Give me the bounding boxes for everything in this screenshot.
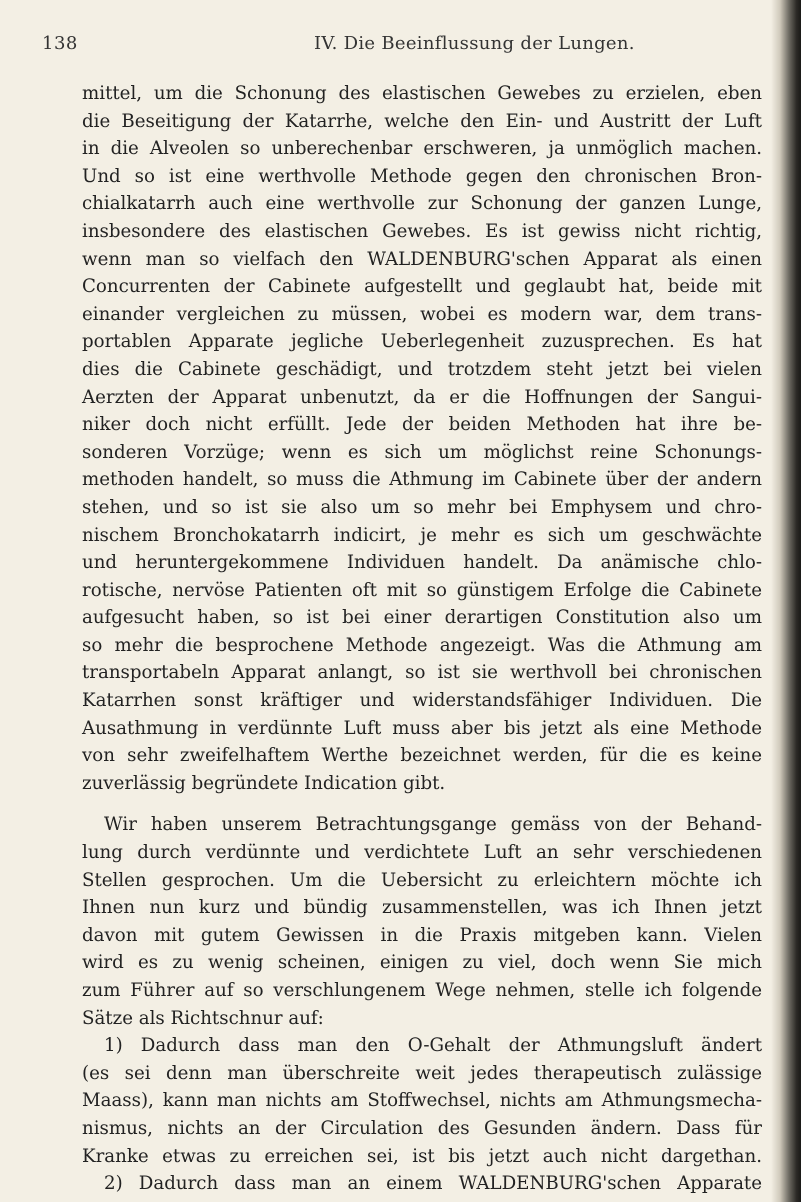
text-line: Ihnen nun kurz und bündig zusammenstellen, was ich Ihnen jetzt xyxy=(82,897,762,919)
page-header xyxy=(42,33,747,57)
text-line: (es sei denn man überschreite weit jedes therapeutisch zulässige xyxy=(82,1062,762,1084)
text-line: wenn man so vielfach den WALDENBURG'schen Apparat als einen xyxy=(82,248,762,270)
text-line: insbesondere des elastischen Gewebes. Es ist gewiss nicht richtig, xyxy=(82,220,762,242)
text-line: Aerzten der Apparat unbenutzt, da er die Hoffnungen der Sangui- xyxy=(82,386,762,408)
text-line: 1) Dadurch dass man den O-Gehalt der Athmungsluft ändert xyxy=(104,1035,762,1057)
text-line: wird es zu wenig scheinen, einigen zu viel, doch wenn Sie mich xyxy=(82,952,762,974)
text-line: so mehr die besprochene Methode angezeigt. Was die Athmung am xyxy=(82,634,762,656)
text-line: rotische, nervöse Patienten oft mit so günstigem Erfolge die Cabinete xyxy=(82,579,762,601)
text-line: dies die Cabinete geschädigt, und trotzdem steht jetzt bei vielen xyxy=(82,358,762,380)
text-line: zuverlässig begründete Indication gibt. xyxy=(82,772,446,794)
text-line: zum Führer auf so verschlungenem Wege nehmen, stelle ich folgende xyxy=(82,980,762,1001)
text-line: die Beseitigung der Katarrhe, welche den Ein- und Austritt der Luft xyxy=(82,110,762,132)
text-line: in die Alveolen so unberechenbar erschweren, ja unmöglich machen. xyxy=(82,138,762,160)
text-line: sonderen Vorzüge; wenn es sich um möglichst reine Schonungs- xyxy=(82,441,762,463)
text-line: Kranke etwas zu erreichen sei, ist bis jetzt auch nicht dargethan. xyxy=(82,1145,762,1167)
text-line: nismus, nichts an der Circulation des Gesunden ändern. Dass für xyxy=(82,1117,762,1139)
page-number: 138 xyxy=(42,33,78,54)
text-line: Wir haben unserem Betrachtungsgange gemäss von der Behand- xyxy=(104,814,762,836)
text-line: davon mit gutem Gewissen in die Praxis mitgeben kann. Vielen xyxy=(82,924,762,946)
text-line: stehen, und so ist sie also um so mehr bei Emphysem und chro- xyxy=(82,496,762,518)
text-line: Sätze als Richtschnur auf: xyxy=(82,1007,324,1029)
paragraph-gap xyxy=(82,797,762,811)
text-line: Katarrhen sonst kräftiger und widerstandsfähiger Individuen. Die xyxy=(82,690,762,712)
running-head: IV. Die Beeinflussung der Lungen. xyxy=(314,33,635,54)
text-line: niker doch nicht erfüllt. Jede der beiden Methoden hat ihre be- xyxy=(82,414,762,436)
text-line: mittel, um die Schonung des elastischen Gewebes zu erzielen, eben xyxy=(82,83,762,104)
body-text xyxy=(82,80,762,1198)
text-line: nischem Bronchokatarrh indicirt, je mehr es sich um geschwächte xyxy=(82,524,762,546)
text-line: Maass), kann man nichts am Stoffwechsel, nichts am Athmungsmecha- xyxy=(82,1090,762,1112)
text-line: Concurrenten der Cabinete aufgestellt und geglaubt hat, beide mit xyxy=(82,276,762,298)
text-line: aufgesucht haben, so ist bei einer derartigen Constitution also um xyxy=(82,607,762,629)
text-line: von sehr zweifelhaftem Werthe bezeichnet werden, für die es keine xyxy=(82,745,762,767)
text-line: Ausathmung in verdünnte Luft muss aber bis jetzt als eine Methode xyxy=(82,717,762,739)
text-line: und heruntergekommene Individuen handelt. Da anämische chlo- xyxy=(82,552,762,574)
text-line: einander vergleichen zu müssen, wobei es modern war, dem trans- xyxy=(82,303,762,325)
text-line: Stellen gesprochen. Um die Uebersicht zu erleichtern möchte ich xyxy=(82,869,762,891)
text-line: methoden handelt, so muss die Athmung im Cabinete über der andern xyxy=(82,469,762,491)
text-line: 2) Dadurch dass man an einem WALDENBURG'schen Apparate xyxy=(104,1173,762,1195)
text-line: Und so ist eine werthvolle Methode gegen den chronischen Bron- xyxy=(82,165,762,187)
page-binding-edge xyxy=(771,0,801,1202)
text-line: lung durch verdünnte und verdichtete Luft an sehr verschiedenen xyxy=(82,842,762,864)
text-line: transportabeln Apparat anlangt, so ist sie werthvoll bei chronischen xyxy=(82,662,762,684)
text-line: chialkatarrh auch eine werthvolle zur Schonung der ganzen Lunge, xyxy=(82,193,762,215)
text-line: portablen Apparate jegliche Ueberlegenheit zuzusprechen. Es hat xyxy=(82,331,762,353)
